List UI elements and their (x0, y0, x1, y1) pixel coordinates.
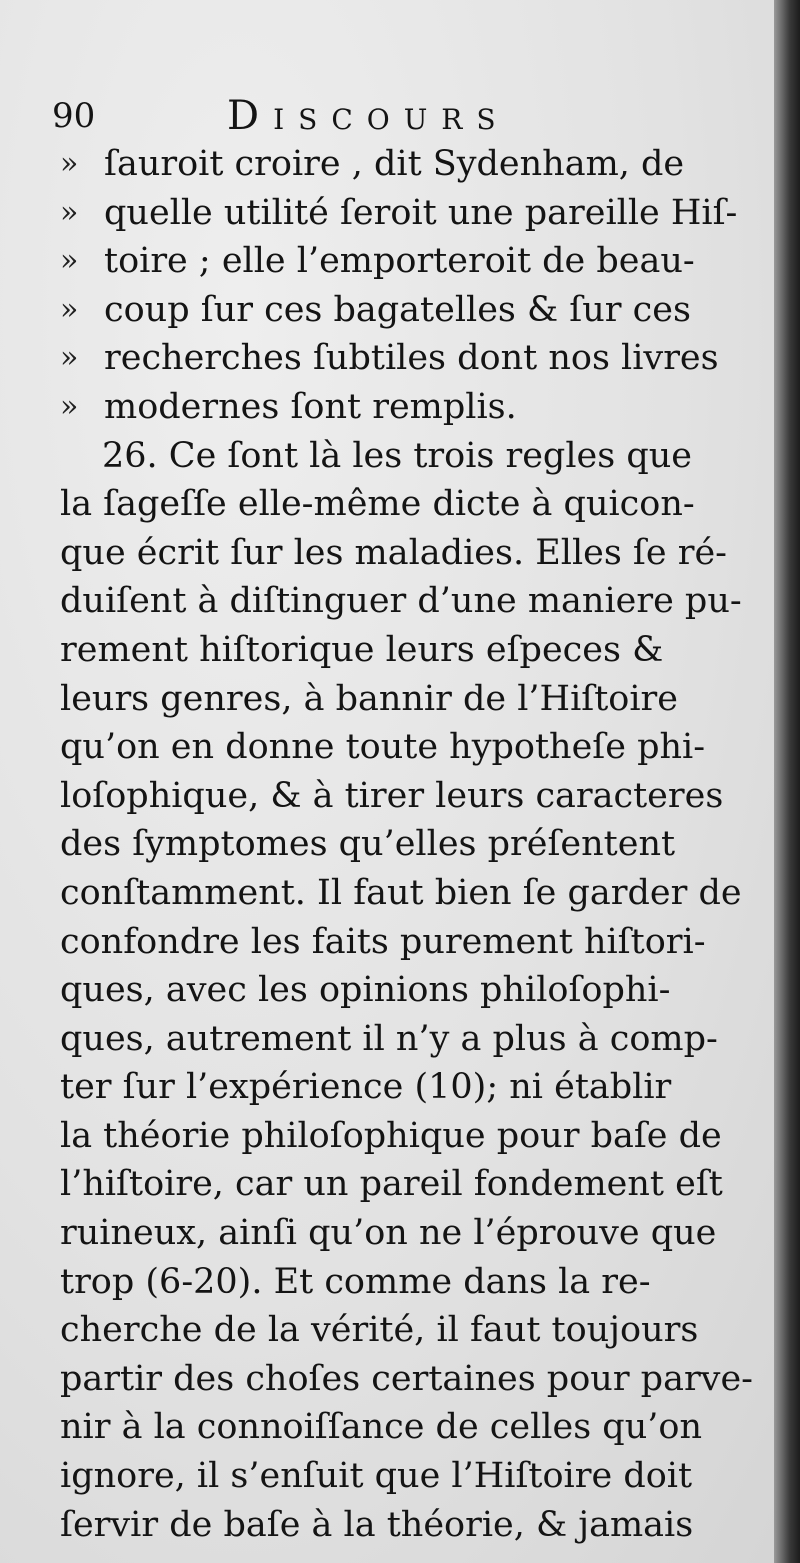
guillemet-mark: » (60, 194, 79, 230)
paragraph-line (60, 966, 750, 1015)
paragraph-line (60, 1063, 750, 1112)
line-text: la théorie philoſophique pour baſe de (60, 1115, 722, 1156)
line-text: trop (6-20). Et comme dans la re- (60, 1261, 651, 1302)
line-text: l’hiſtoire, car un pareil fondement eſt (60, 1164, 723, 1205)
paragraph-line (60, 1112, 750, 1161)
line-text: des ſymptomes qu’elles préſentent (60, 824, 676, 865)
line-text: coup ſur ces bagatelles & ſur ces (104, 289, 691, 330)
line-text: ruineux, ainſi qu’on ne l’éprouve que (60, 1213, 717, 1254)
paragraph-line (60, 1258, 750, 1307)
paragraph-line (60, 869, 750, 918)
page-gutter-shadow (774, 0, 800, 1563)
line-text: la ſageſſe elle-même dicte à quicon- (60, 484, 695, 525)
quoted-line (60, 334, 750, 383)
line-text: partir des choſes certaines pour parve- (60, 1358, 753, 1399)
line-text: loſophique, & à tirer leurs caracteres (60, 775, 724, 816)
paragraph-line (60, 1403, 750, 1452)
quoted-line (60, 383, 750, 432)
line-text: 26. Ce ſont là les trois regles que (102, 435, 692, 476)
paragraph-line (60, 432, 750, 481)
text-block (60, 140, 753, 1549)
line-text: modernes ſont remplis. (104, 386, 517, 427)
line-text: ques, autrement il n’y a plus à comp- (60, 1018, 718, 1059)
paragraph-line (60, 820, 750, 869)
line-text: ignore, il s’enſuit que l’Hiſtoire doit (60, 1456, 693, 1497)
quoted-line (60, 286, 750, 335)
line-text: qu’on en donne toute hypotheſe phi- (60, 727, 706, 768)
line-text: conſtamment. Il faut bien ſe garder de (60, 872, 742, 913)
paragraph-line (60, 675, 750, 724)
quoted-line (60, 189, 750, 238)
paragraph-line (60, 1306, 750, 1355)
paragraph-line (60, 1209, 750, 1258)
line-text: ques, avec les opinions philoſophi- (60, 970, 671, 1011)
paragraph-line (60, 1452, 750, 1501)
line-text: recherches ſubtiles dont nos livres (104, 338, 719, 379)
paragraph-line (60, 577, 750, 626)
guillemet-mark: » (60, 388, 79, 424)
guillemet-mark: » (60, 291, 79, 327)
line-text: toire ; elle l’emporteroit de beau- (104, 241, 695, 282)
running-header (52, 86, 752, 146)
quotation (60, 140, 750, 432)
line-text: ſauroit croire , dit Sydenham, de (104, 144, 685, 184)
line-text: nir à la connoiſſance de celles qu’on (60, 1407, 702, 1448)
paragraph-line (60, 772, 750, 821)
page-number: 90 (52, 96, 96, 136)
quoted-line (60, 237, 750, 286)
line-text: rement hiſtorique leurs eſpeces & (60, 629, 664, 670)
paragraph-line (60, 1355, 753, 1404)
line-text: confondre les faits purement hiſtori- (60, 921, 706, 962)
guillemet-mark: » (60, 340, 79, 376)
guillemet-mark: » (60, 146, 79, 181)
line-text: que écrit ſur les maladies. Elles ſe ré- (60, 532, 727, 573)
line-text: cherche de la vérité, il faut toujours (60, 1310, 699, 1351)
guillemet-mark: » (60, 243, 79, 279)
line-text: ter ſur l’expérience (10); ni établir (60, 1067, 672, 1108)
paragraph-26 (60, 432, 753, 1550)
running-title: Discours (227, 93, 510, 139)
paragraph-line (60, 918, 750, 967)
paragraph-line (60, 529, 750, 578)
paragraph-line (60, 480, 750, 529)
line-text: duiſent à diſtinguer d’une maniere pu- (60, 581, 742, 622)
paragraph-line (60, 723, 750, 772)
line-text: quelle utilité ſeroit une pareille Hiſ- (104, 192, 738, 233)
paragraph-line (60, 1501, 750, 1550)
line-text: ſervir de baſe à la théorie, & jamais (60, 1504, 694, 1545)
paragraph-line (60, 1015, 750, 1064)
quoted-line (60, 140, 750, 189)
paragraph-line (60, 1160, 750, 1209)
paragraph-line (60, 626, 750, 675)
line-text: leurs genres, à bannir de l’Hiſtoire (60, 678, 678, 719)
